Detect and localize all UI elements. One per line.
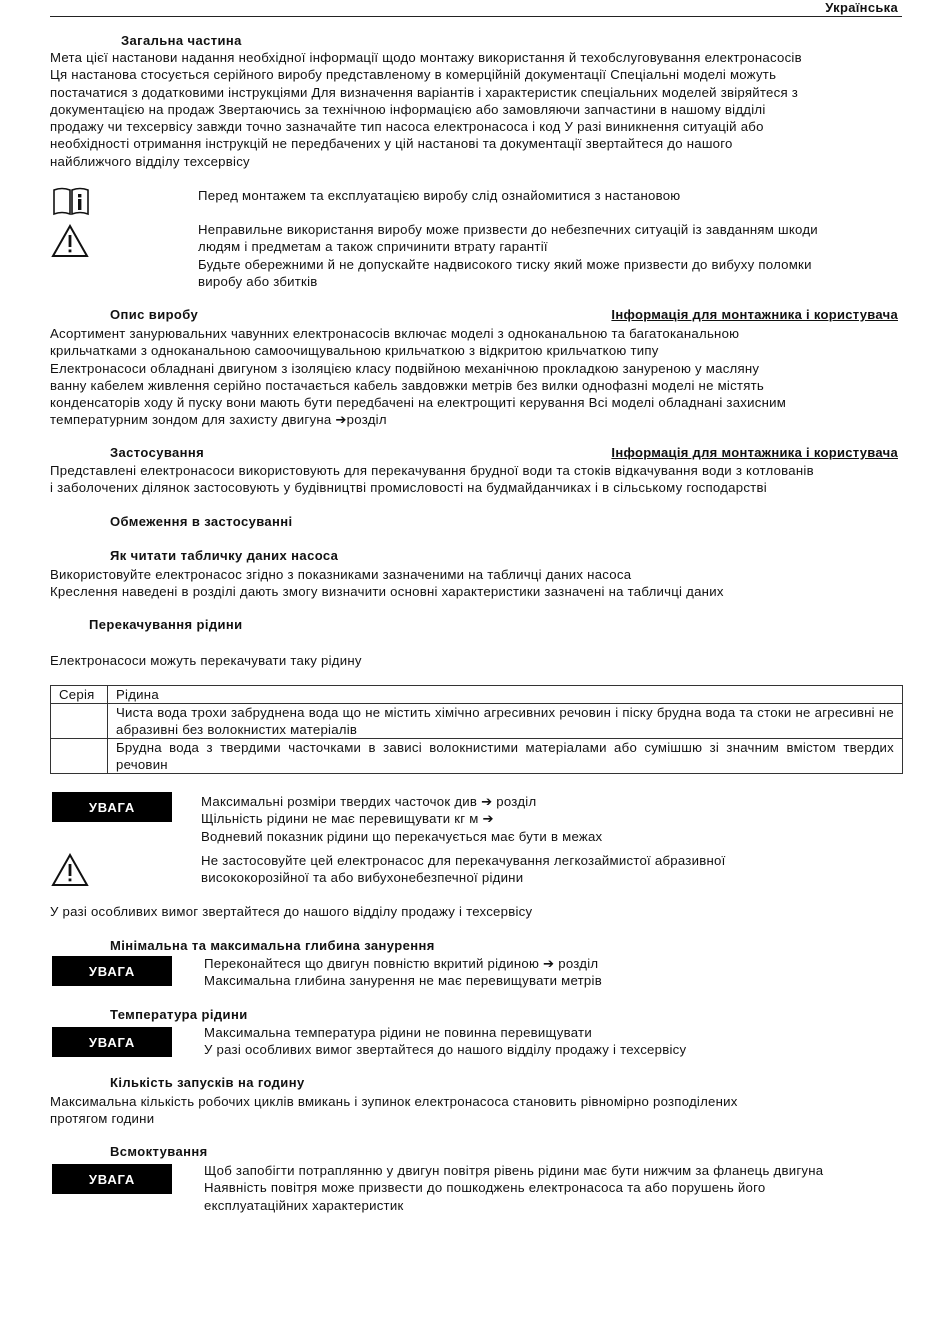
series-cell bbox=[51, 704, 108, 739]
section-reference: розділ bbox=[554, 956, 599, 971]
warning-triangle-icon bbox=[51, 853, 89, 887]
section-title-suction: Всмоктування bbox=[110, 1144, 208, 1159]
warning-line bbox=[201, 793, 891, 810]
warning-line: Максимальна глибина занурення не має перевищувати метрів bbox=[204, 973, 602, 989]
hazard-line: Не застосовуйте цей електронасос для перекачування легкозаймистої абразивної bbox=[201, 853, 726, 868]
application-paragraph bbox=[50, 462, 898, 497]
hazard-line: висококорозійної та або вибухонебезпечної рідини bbox=[201, 870, 524, 886]
warning-line bbox=[204, 955, 894, 972]
warning-line: Максимальна температура рідини не повинна перевищувати bbox=[204, 1025, 592, 1040]
warning-text: Водневий показник рідини що перекачується має бути в межах bbox=[201, 828, 603, 844]
general-line: постачатися з додатковими інструкціями Для визначення варіантів і характеристик спеціальних моделей звіряйтеся з bbox=[50, 84, 799, 100]
warning-badge: УВАГА bbox=[52, 956, 172, 986]
description-line: конденсаторів ходу й пуску вони мають бути передбачені на електрощиті керування Всі моделі обладнані захисним bbox=[50, 395, 787, 411]
pumping-warning bbox=[201, 793, 891, 845]
section-title-pumping: Перекачування рідини bbox=[89, 617, 243, 632]
special-requirements: У разі особливих вимог звертайтеся до нашого відділу продажу і техсервісу bbox=[50, 904, 533, 919]
suction-warning bbox=[204, 1162, 898, 1214]
arrow-right-icon: ➔ bbox=[335, 412, 347, 428]
liquid-cell: Брудна вода з твердими часточками в зависі волокнистими матеріалами або сумішшю зі значним вмістом твердих речовин bbox=[108, 739, 903, 774]
warning-text: Щільність рідини не має перевищувати кг м bbox=[201, 811, 483, 827]
section-reference: розділ bbox=[346, 412, 387, 428]
general-line: Ця настанова стосується серійного виробу представленому в комерційній документації Спеціальні моделі можуть bbox=[50, 67, 777, 83]
warning-text: Максимальні розміри твердих часточок див bbox=[201, 794, 482, 809]
column-header-liquid: Рідина bbox=[108, 686, 903, 704]
language-label: Українська bbox=[825, 0, 898, 15]
table-row bbox=[51, 739, 903, 774]
description-text: температурним зондом для захисту двигуна bbox=[50, 412, 336, 428]
warning-badge: УВАГА bbox=[52, 1164, 172, 1194]
warning-badge: УВАГА bbox=[52, 792, 172, 822]
warning-line: Наявність повітря може призвести до пошкоджень електронасоса та або порушень його bbox=[204, 1180, 766, 1196]
starts-paragraph bbox=[50, 1093, 898, 1128]
section-title-description: Опис виробу bbox=[110, 307, 199, 322]
application-line: Представлені електронасоси використовують для перекачування брудної води та стоків відкачування води з котлованів bbox=[50, 463, 814, 478]
section-title-general: Загальна частина bbox=[121, 33, 242, 48]
description-line: Асортимент занурювальних чавунних електронасосів включає моделі з одноканальною та багатоканальною bbox=[50, 326, 740, 341]
description-line: Електронасоси обладнані двигуном з ізоляцією класу подвійною механічною прокладкою зануреною у масляну bbox=[50, 360, 760, 376]
warning-line: експлуатаційних характеристик bbox=[204, 1197, 404, 1213]
application-line: і заболочених ділянок застосовують у будівництві промисловості на будмайданчиках і в сільському господарстві bbox=[50, 480, 767, 496]
misuse-line: людям і предметам а також спричинити втрату гарантії bbox=[198, 239, 548, 255]
nameplate-line: Використовуйте електронасос згідно з показниками зазначеними на табличці даних насоса bbox=[50, 567, 632, 582]
liquid-cell: Чиста вода трохи забруднена вода що не містить хімічно агресивних речовин і піску брудна вода та стоки не агресивні не абразивні без волокнистих матеріалів bbox=[108, 704, 903, 739]
description-paragraph bbox=[50, 325, 898, 429]
warning-badge: УВАГА bbox=[52, 1027, 172, 1057]
section-title-application: Застосування bbox=[110, 445, 205, 460]
general-line: документацією на продаж Звертаючись за технічною інформацією або замовляючи запчастини в нашому відділі bbox=[50, 101, 766, 117]
pumping-intro: Електронасоси можуть перекачувати таку рідину bbox=[50, 653, 362, 668]
general-line: найближчого відділу техсервісу bbox=[50, 153, 250, 169]
nameplate-line: Креслення наведені в розділі дають змогу визначити основні характеристики зазначені на табличці даних bbox=[50, 584, 724, 600]
hazard-notice bbox=[201, 852, 891, 887]
description-line bbox=[50, 411, 898, 428]
section-title-starts: Кількість запусків на годину bbox=[110, 1075, 305, 1090]
misuse-line: Будьте обережними й не допускайте надвисокого тиску який може призвести до вибуху поломки bbox=[198, 256, 812, 272]
table-header-row bbox=[51, 686, 903, 704]
general-paragraph bbox=[50, 49, 898, 170]
warning-line bbox=[201, 810, 891, 827]
misuse-notice bbox=[198, 221, 894, 290]
section-title-depth: Мінімальна та максимальна глибина занурення bbox=[110, 938, 435, 953]
table-row bbox=[51, 704, 903, 739]
arrow-right-icon: ➔ bbox=[543, 956, 555, 971]
read-manual-icon bbox=[52, 186, 90, 218]
series-cell bbox=[51, 739, 108, 774]
misuse-line: виробу або збитків bbox=[198, 273, 318, 289]
column-header-series: Серія bbox=[51, 686, 108, 704]
misuse-line: Неправильне використання виробу може призвести до небезпечних ситуацій із завданням шкоди bbox=[198, 222, 818, 237]
starts-line: протягом години bbox=[50, 1111, 155, 1127]
header-rule bbox=[50, 16, 902, 17]
general-line: необхідності отримання інструкцій не передбачених у цій настанові та документації звертайтеся до нашого bbox=[50, 136, 733, 152]
section-title-limits: Обмеження в застосуванні bbox=[110, 514, 293, 529]
read-manual-notice: Перед монтажем та експлуатацією виробу слід ознайомитися з настановою bbox=[198, 188, 681, 203]
section-title-nameplate: Як читати табличку даних насоса bbox=[110, 548, 339, 563]
warning-triangle-icon bbox=[51, 224, 89, 258]
audience-label-application: Інформація для монтажника і користувача bbox=[611, 445, 898, 460]
liquid-table bbox=[50, 685, 903, 774]
description-line: ванну кабелем живлення серійно постачається кабель завдовжки метрів без вилки однофазні моделі не містять bbox=[50, 377, 764, 393]
warning-line: У разі особливих вимог звертайтеся до нашого відділу продажу і техсервісу bbox=[204, 1042, 687, 1058]
arrow-right-icon: ➔ bbox=[482, 811, 494, 827]
warning-text: Переконайтеся що двигун повністю вкритий рідиною bbox=[204, 956, 544, 971]
starts-line: Максимальна кількість робочих циклів вмикань і зупинок електронасоса становить рівномірно розподілених bbox=[50, 1094, 738, 1109]
description-line: крильчатками з одноканальною самоочищувальною крильчаткою з відкритою крильчаткою типу bbox=[50, 343, 659, 359]
warning-line bbox=[201, 828, 891, 845]
nameplate-paragraph bbox=[50, 566, 898, 601]
section-title-temperature: Температура рідини bbox=[110, 1007, 248, 1022]
warning-line: Щоб запобігти потраплянню у двигун повітря рівень рідини має бути нижчим за фланець двигуна bbox=[204, 1163, 824, 1178]
audience-label-description: Інформація для монтажника і користувача bbox=[611, 307, 898, 322]
temperature-warning bbox=[204, 1024, 894, 1059]
arrow-right-icon: ➔ bbox=[481, 794, 493, 809]
general-line: Мета цієї настанови надання необхідної інформації щодо монтажу використання й техобслуговування електронасосів bbox=[50, 50, 802, 65]
section-reference: розділ bbox=[492, 794, 537, 809]
general-line: продажу чи техсервісу завжди точно зазначайте тип насоса електронасоса і код У разі виникнення ситуацій або bbox=[50, 119, 764, 135]
depth-warning bbox=[204, 955, 894, 990]
